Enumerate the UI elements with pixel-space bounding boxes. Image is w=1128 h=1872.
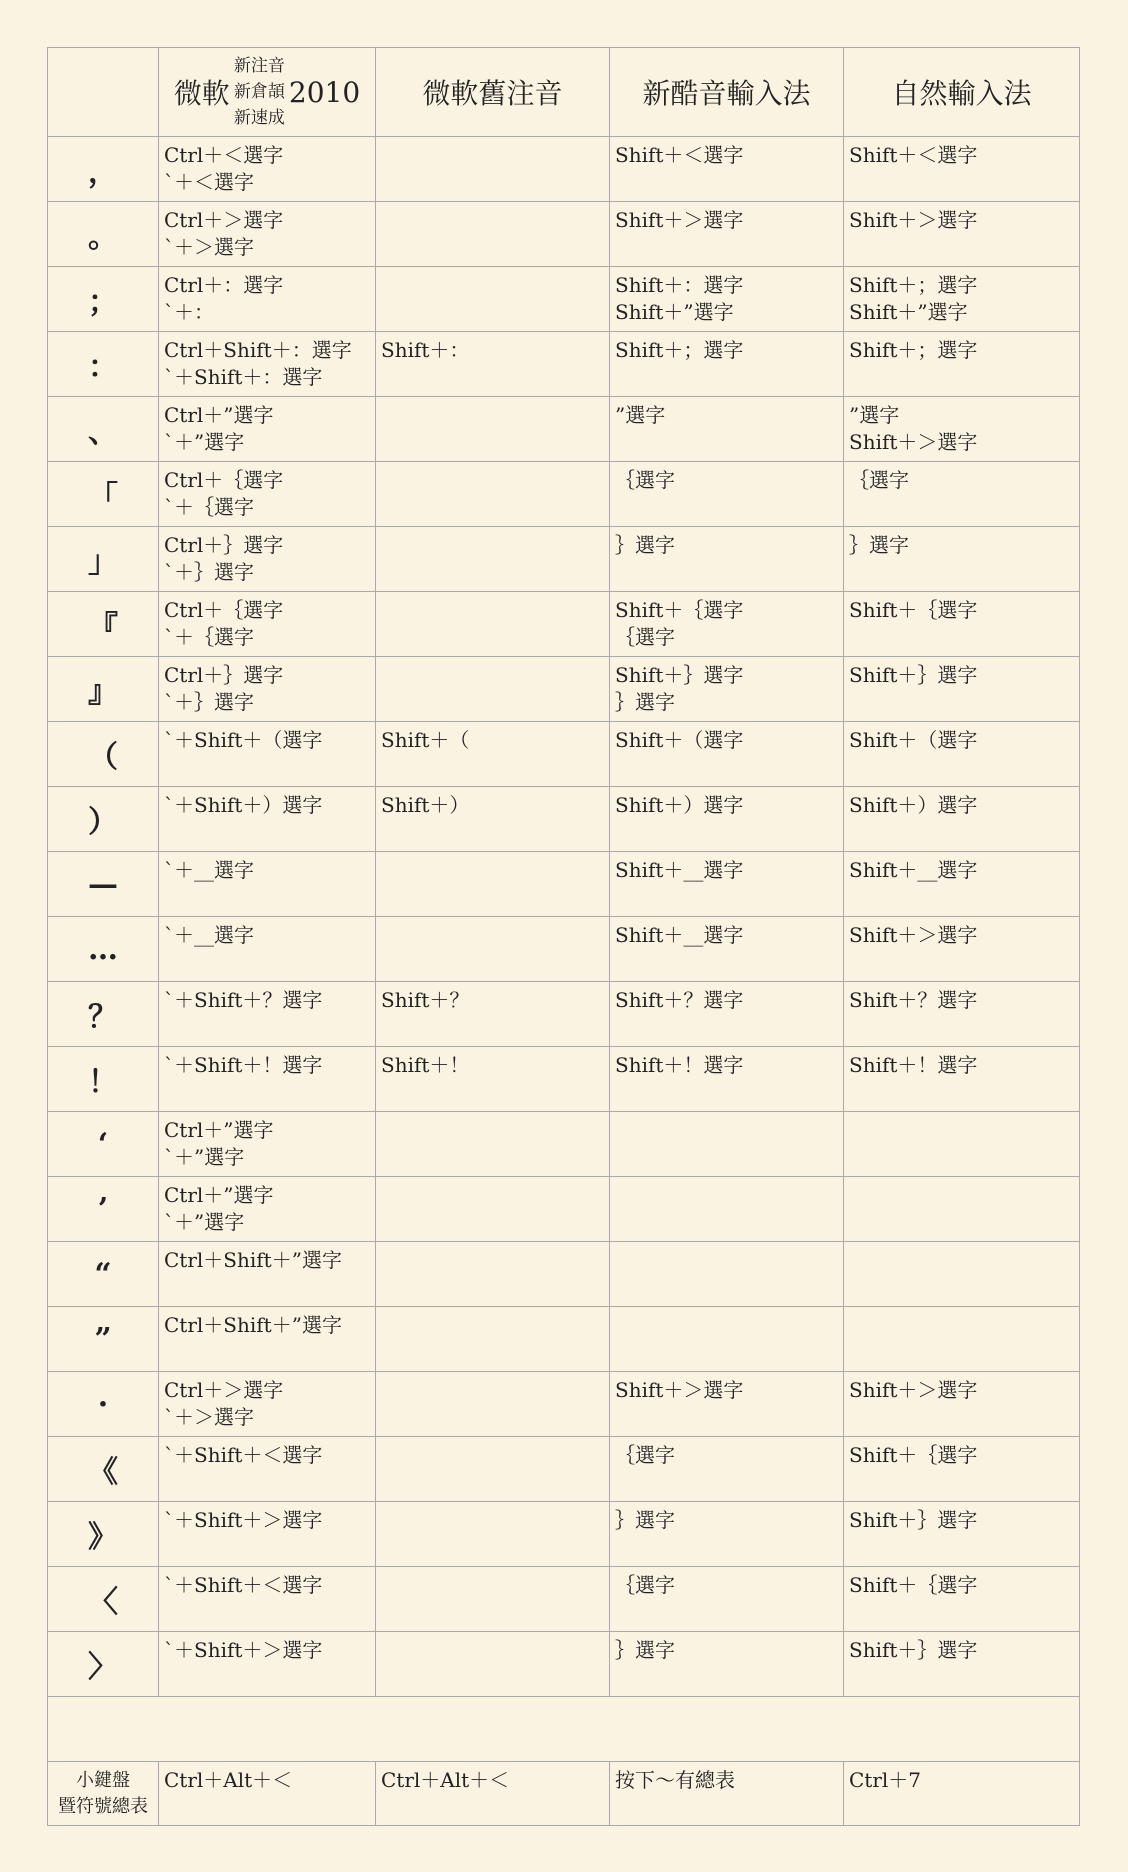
table-row — [48, 1372, 1080, 1437]
shortcut-table — [47, 47, 1080, 1826]
ms-shortcut-cell — [159, 137, 376, 202]
ms-shortcut-cell — [159, 332, 376, 397]
ms-shortcut-cell — [159, 1242, 376, 1307]
table-row — [48, 1177, 1080, 1242]
chewing-shortcut-cell — [610, 1632, 844, 1697]
natural-shortcut-cell — [844, 592, 1080, 657]
table-row — [48, 982, 1080, 1047]
shortcut-line: Ctrl＋”選字 — [164, 403, 274, 427]
shortcut-line: `＋｝選字 — [164, 560, 254, 584]
symbol-cell: 》 — [48, 1502, 159, 1567]
chewing-shortcut-cell — [610, 657, 844, 722]
shortcut-line: Shift＋__選字 — [849, 858, 978, 882]
shortcut-line: Shift＋｛選字 — [849, 1573, 978, 1597]
shortcut-line: `＋： — [164, 300, 214, 324]
footer-old-cell — [376, 1762, 610, 1826]
shortcut-line: Shift＋＞選字 — [849, 923, 978, 947]
shortcut-line: Shift＋__選字 — [615, 923, 744, 947]
table-row — [48, 332, 1080, 397]
symbol-cell: ； — [48, 267, 159, 332]
symbol-cell: （ — [48, 722, 159, 787]
ms-shortcut-cell — [159, 1177, 376, 1242]
ms-shortcut-cell — [159, 592, 376, 657]
ms-shortcut-cell — [159, 982, 376, 1047]
ms-shortcut-cell — [159, 1502, 376, 1567]
shortcut-line: ｛選字 — [849, 468, 909, 492]
old-shortcut-cell — [376, 1177, 610, 1242]
natural-shortcut-cell — [844, 397, 1080, 462]
table-row — [48, 1437, 1080, 1502]
header-microsoft-old-zhuyin: 微軟舊注音 — [376, 48, 610, 137]
chewing-shortcut-cell — [610, 462, 844, 527]
symbol-cell: 《 — [48, 1437, 159, 1502]
shortcut-line: Shift＋！選字 — [615, 1053, 744, 1077]
old-shortcut-cell — [376, 397, 610, 462]
symbol-cell: 」 — [48, 527, 159, 592]
table-row — [48, 1112, 1080, 1177]
shortcut-line: Shift＋（選字 — [849, 728, 978, 752]
ms-shortcut-cell — [159, 722, 376, 787]
shortcut-line: Shift＋： — [381, 338, 470, 362]
natural-shortcut-cell — [844, 1502, 1080, 1567]
header-ms-variants — [234, 53, 285, 131]
ms-shortcut-cell — [159, 1307, 376, 1372]
shortcut-line: `＋Shift＋？選字 — [164, 988, 323, 1012]
natural-shortcut-cell — [844, 657, 1080, 722]
shortcut-line: ”選字 — [849, 403, 900, 427]
shortcut-line: Shift＋（ — [381, 728, 470, 752]
chewing-shortcut-cell — [610, 1177, 844, 1242]
shortcut-line: Ctrl＋”選字 — [164, 1183, 274, 1207]
symbol-cell: 〉 — [48, 1632, 159, 1697]
shortcut-line: Shift＋！ — [381, 1053, 470, 1077]
shortcut-line: ｝選字 — [615, 1508, 675, 1532]
ms-shortcut-cell — [159, 1372, 376, 1437]
table-row — [48, 137, 1080, 202]
shortcut-line: Shift＋＞選字 — [615, 208, 744, 232]
header-microsoft-2010 — [159, 48, 376, 137]
symbol-cell: 。 — [48, 202, 159, 267]
ms-shortcut-cell — [159, 1112, 376, 1177]
shortcut-line: Shift＋＞選字 — [849, 430, 978, 454]
old-shortcut-cell — [376, 657, 610, 722]
old-shortcut-cell — [376, 527, 610, 592]
old-shortcut-cell — [376, 1242, 610, 1307]
ms-shortcut-cell — [159, 1632, 376, 1697]
shortcut-line: Shift＋｝選字 — [849, 663, 978, 687]
shortcut-line: Ctrl＋＜選字 — [164, 143, 284, 167]
symbol-cell: … — [48, 917, 159, 982]
shortcut-line: `＋｛選字 — [164, 625, 254, 649]
symbol-cell: ， — [48, 137, 159, 202]
ms-shortcut-cell — [159, 267, 376, 332]
chewing-shortcut-cell — [610, 917, 844, 982]
shortcut-line: ｝選字 — [615, 1638, 675, 1662]
shortcut-line: Shift＋”選字 — [615, 300, 734, 324]
shortcut-line: Shift＋｝選字 — [615, 663, 744, 687]
old-shortcut-cell — [376, 137, 610, 202]
shortcut-line: `＋Shift＋＜選字 — [164, 1443, 323, 1467]
symbol-cell: ？ — [48, 982, 159, 1047]
old-shortcut-cell — [376, 1307, 610, 1372]
spacer-cell — [48, 1697, 1080, 1762]
table-row — [48, 527, 1080, 592]
chewing-shortcut-cell — [610, 1502, 844, 1567]
shortcut-line: `＋__選字 — [164, 858, 254, 882]
natural-shortcut-cell — [844, 1437, 1080, 1502]
old-shortcut-cell — [376, 592, 610, 657]
shortcut-line: Ctrl＋｛選字 — [164, 598, 284, 622]
chewing-shortcut-cell — [610, 722, 844, 787]
shortcut-line: Shift＋）選字 — [615, 793, 744, 817]
shortcut-line: Shift＋＜選字 — [849, 143, 978, 167]
table-row — [48, 1567, 1080, 1632]
header-ms-name: 微軟 — [173, 77, 230, 110]
old-shortcut-cell — [376, 982, 610, 1047]
chewing-shortcut-cell — [610, 1567, 844, 1632]
shortcut-line: Shift＋｛選字 — [849, 1443, 978, 1467]
old-shortcut-cell — [376, 267, 610, 332]
ms-shortcut-cell — [159, 462, 376, 527]
shortcut-line: ”選字 — [615, 403, 666, 427]
table-row — [48, 1047, 1080, 1112]
shortcut-line: Ctrl＋：選字 — [164, 273, 284, 297]
shortcut-line: `＋Shift＋！選字 — [164, 1053, 323, 1077]
old-shortcut-cell — [376, 1567, 610, 1632]
old-shortcut-cell — [376, 787, 610, 852]
ms-shortcut-cell — [159, 527, 376, 592]
symbol-cell: 「 — [48, 462, 159, 527]
natural-shortcut-cell — [844, 1177, 1080, 1242]
chewing-shortcut-cell — [610, 982, 844, 1047]
natural-shortcut-cell — [844, 332, 1080, 397]
shortcut-line: Shift＋（選字 — [615, 728, 744, 752]
symbol-cell: ‘ — [48, 1112, 159, 1177]
shortcut-line: Ctrl＋＞選字 — [164, 1378, 284, 1402]
shortcut-line: ｛選字 — [615, 468, 675, 492]
natural-shortcut-cell — [844, 852, 1080, 917]
table-row — [48, 462, 1080, 527]
table-row — [48, 592, 1080, 657]
old-shortcut-cell — [376, 1437, 610, 1502]
old-shortcut-cell — [376, 722, 610, 787]
shortcut-line: Shift＋？選字 — [849, 988, 978, 1012]
footer-chewing-cell — [610, 1762, 844, 1826]
footer-ms-cell — [159, 1762, 376, 1826]
symbol-cell: — — [48, 852, 159, 917]
header-row — [48, 48, 1080, 137]
chewing-shortcut-cell — [610, 137, 844, 202]
header-ms-year: 2010 — [288, 75, 361, 109]
natural-shortcut-cell — [844, 1632, 1080, 1697]
shortcut-line: Shift＋）選字 — [849, 793, 978, 817]
shortcut-line: `＋Shift＋（選字 — [164, 728, 323, 752]
natural-shortcut-cell — [844, 787, 1080, 852]
shortcut-line: ｝選字 — [615, 690, 675, 714]
shortcut-line: `＋｝選字 — [164, 690, 254, 714]
shortcut-line: `＋＞選字 — [164, 235, 254, 259]
shortcut-line: Shift＋？選字 — [615, 988, 744, 1012]
shortcut-line: `＋Shift＋：選字 — [164, 365, 323, 389]
natural-shortcut-cell — [844, 267, 1080, 332]
ms-shortcut-cell — [159, 917, 376, 982]
natural-shortcut-cell — [844, 202, 1080, 267]
old-shortcut-cell — [376, 202, 610, 267]
chewing-shortcut-cell — [610, 202, 844, 267]
table-body — [48, 137, 1080, 1826]
ms-shortcut-cell — [159, 1567, 376, 1632]
symbol-cell: 〈 — [48, 1567, 159, 1632]
symbol-cell: ） — [48, 787, 159, 852]
shortcut-line: `＋”選字 — [164, 1210, 245, 1234]
header-chewing: 新酷音輸入法 — [610, 48, 844, 137]
ms-shortcut-cell — [159, 852, 376, 917]
table-row — [48, 722, 1080, 787]
chewing-shortcut-cell — [610, 1047, 844, 1112]
symbol-cell: 、 — [48, 397, 159, 462]
footer-label — [48, 1762, 159, 1826]
chewing-shortcut-cell — [610, 527, 844, 592]
chewing-shortcut-cell — [610, 1112, 844, 1177]
symbol-cell: ！ — [48, 1047, 159, 1112]
header-ms-variant: 新倉頡 — [233, 82, 285, 102]
table-row — [48, 787, 1080, 852]
shortcut-line: Shift＋”選字 — [849, 300, 968, 324]
shortcut-line: Ctrl＋Shift＋”選字 — [164, 1313, 342, 1337]
shortcut-line: Ctrl＋｝選字 — [164, 663, 284, 687]
shortcut-line: ｛選字 — [615, 1443, 675, 1467]
natural-shortcut-cell — [844, 1242, 1080, 1307]
shortcut-line: ｝選字 — [615, 533, 675, 557]
shortcut-line: `＋Shift＋）選字 — [164, 793, 323, 817]
old-shortcut-cell — [376, 1372, 610, 1437]
footer-label-line: 暨符號總表 — [58, 1795, 148, 1817]
old-shortcut-cell — [376, 1112, 610, 1177]
symbol-cell: ” — [48, 1307, 159, 1372]
shortcut-line: Shift＋｛選字 — [849, 598, 978, 622]
shortcut-line: `＋＞選字 — [164, 1405, 254, 1429]
header-symbol — [48, 48, 159, 137]
natural-shortcut-cell — [844, 982, 1080, 1047]
old-shortcut-cell — [376, 852, 610, 917]
old-shortcut-cell — [376, 1047, 610, 1112]
chewing-shortcut-cell — [610, 1372, 844, 1437]
table-row — [48, 1242, 1080, 1307]
old-shortcut-cell — [376, 1502, 610, 1567]
shortcut-line: `＋__選字 — [164, 923, 254, 947]
header-ms-variant: 新速成 — [233, 108, 285, 128]
footer-natural-cell — [844, 1762, 1080, 1826]
natural-shortcut-cell — [844, 1112, 1080, 1177]
chewing-shortcut-cell — [610, 267, 844, 332]
chewing-shortcut-cell — [610, 852, 844, 917]
chewing-shortcut-cell — [610, 1242, 844, 1307]
shortcut-line: 按下～有總表 — [615, 1768, 735, 1792]
shortcut-line: Shift＋） — [381, 793, 470, 817]
table-row — [48, 1502, 1080, 1567]
symbol-cell: 』 — [48, 657, 159, 722]
ms-shortcut-cell — [159, 657, 376, 722]
shortcut-line: Shift＋；選字 — [615, 338, 744, 362]
shortcut-line: ｝選字 — [849, 533, 909, 557]
shortcut-line: `＋＜選字 — [164, 170, 254, 194]
shortcut-line: `＋”選字 — [164, 430, 245, 454]
chewing-shortcut-cell — [610, 787, 844, 852]
shortcut-line: Ctrl＋＞選字 — [164, 208, 284, 232]
table-row — [48, 267, 1080, 332]
natural-shortcut-cell — [844, 917, 1080, 982]
shortcut-line: Shift＋__選字 — [615, 858, 744, 882]
natural-shortcut-cell — [844, 1567, 1080, 1632]
symbol-cell: 『 — [48, 592, 159, 657]
shortcut-line: Shift＋｛選字 — [615, 598, 744, 622]
shortcut-line: `＋Shift＋＞選字 — [164, 1508, 323, 1532]
natural-shortcut-cell — [844, 1372, 1080, 1437]
table-row — [48, 202, 1080, 267]
shortcut-line: ｛選字 — [615, 625, 675, 649]
natural-shortcut-cell — [844, 1047, 1080, 1112]
header-ms-variant: 新注音 — [233, 56, 285, 76]
old-shortcut-cell — [376, 917, 610, 982]
shortcut-line: Ctrl＋7 — [849, 1768, 922, 1792]
old-shortcut-cell — [376, 1632, 610, 1697]
shortcut-line: Shift＋？ — [381, 988, 470, 1012]
shortcut-line: Ctrl＋｛選字 — [164, 468, 284, 492]
chewing-shortcut-cell — [610, 1437, 844, 1502]
footer-label-line: 小鍵盤 — [76, 1769, 130, 1791]
table-row — [48, 397, 1080, 462]
table-row — [48, 917, 1080, 982]
shortcut-line: Ctrl＋Shift＋”選字 — [164, 1248, 342, 1272]
footer-row — [48, 1762, 1080, 1826]
table-row — [48, 852, 1080, 917]
shortcut-line: Shift＋｝選字 — [849, 1638, 978, 1662]
natural-shortcut-cell — [844, 722, 1080, 787]
natural-shortcut-cell — [844, 527, 1080, 592]
symbol-cell: ： — [48, 332, 159, 397]
ms-shortcut-cell — [159, 202, 376, 267]
old-shortcut-cell — [376, 332, 610, 397]
shortcut-line: ｛選字 — [615, 1573, 675, 1597]
old-shortcut-cell — [376, 462, 610, 527]
chewing-shortcut-cell — [610, 592, 844, 657]
shortcut-line: Ctrl＋Shift＋：選字 — [164, 338, 352, 362]
symbol-cell: ’ — [48, 1177, 159, 1242]
natural-shortcut-cell — [844, 462, 1080, 527]
natural-shortcut-cell — [844, 137, 1080, 202]
shortcut-line: Shift＋｝選字 — [849, 1508, 978, 1532]
shortcut-line: `＋Shift＋＞選字 — [164, 1638, 323, 1662]
chewing-shortcut-cell — [610, 332, 844, 397]
shortcut-line: `＋”選字 — [164, 1145, 245, 1169]
symbol-cell: “ — [48, 1242, 159, 1307]
ms-shortcut-cell — [159, 787, 376, 852]
shortcut-line: Shift＋；選字 — [849, 273, 978, 297]
spacer-row — [48, 1697, 1080, 1762]
chewing-shortcut-cell — [610, 1307, 844, 1372]
table-row — [48, 1307, 1080, 1372]
shortcut-line: Shift＋＞選字 — [849, 1378, 978, 1402]
shortcut-line: Shift＋＞選字 — [849, 208, 978, 232]
ms-shortcut-cell — [159, 1437, 376, 1502]
shortcut-line: Shift＋！選字 — [849, 1053, 978, 1077]
shortcut-line: Shift＋＞選字 — [615, 1378, 744, 1402]
shortcut-line: Ctrl＋Alt＋＜ — [164, 1768, 293, 1792]
shortcut-line: Shift＋：選字 — [615, 273, 744, 297]
chewing-shortcut-cell — [610, 397, 844, 462]
shortcut-line: Shift＋＜選字 — [615, 143, 744, 167]
ms-shortcut-cell — [159, 397, 376, 462]
natural-shortcut-cell — [844, 1307, 1080, 1372]
shortcut-line: Ctrl＋Alt＋＜ — [381, 1768, 510, 1792]
shortcut-line: `＋｛選字 — [164, 495, 254, 519]
shortcut-line: Ctrl＋｝選字 — [164, 533, 284, 557]
header-natural: 自然輸入法 — [844, 48, 1080, 137]
table-row — [48, 1632, 1080, 1697]
symbol-cell: · — [48, 1372, 159, 1437]
shortcut-line: `＋Shift＋＜選字 — [164, 1573, 323, 1597]
ms-shortcut-cell — [159, 1047, 376, 1112]
shortcut-line: Shift＋；選字 — [849, 338, 978, 362]
shortcut-line: Ctrl＋”選字 — [164, 1118, 274, 1142]
table-row — [48, 657, 1080, 722]
